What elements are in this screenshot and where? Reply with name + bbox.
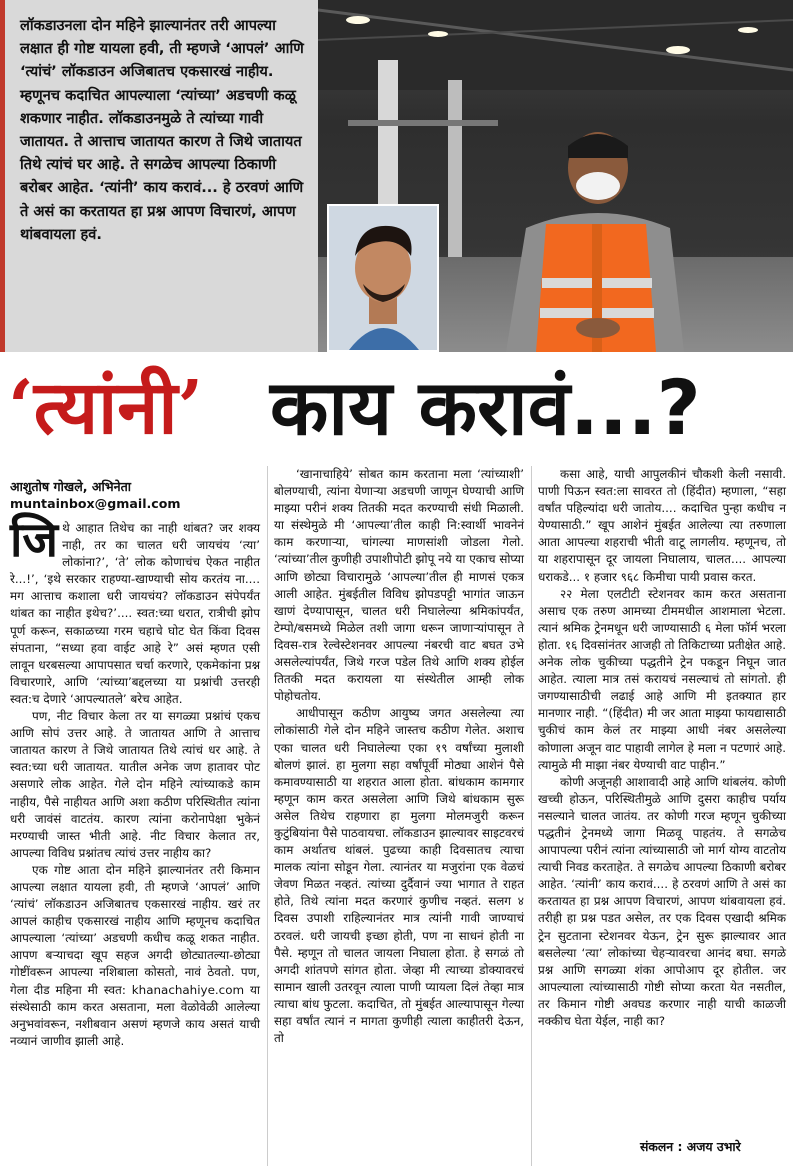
portrait-figure (329, 206, 437, 350)
paragraph: ‘खानाचाहिये’ सोबत काम करताना मला ‘त्यांच्याशी’ बोलण्याची, त्यांना येणाऱ्या अडचणी जाणून घेण्याची आणि माझ्या परीनं शक्य तितकी मदत करण्याची संधी मिळाली. या संस्थेमुळे मी ‘आपल्या’तील काही नि:स्वार्थी भावनेनं काम करणाऱ्या, चांगल्या माणसांशी जोडला गेलो. ‘त्यांच्या’तील कुणीही उपाशीपोटी झोपू नये या एकाच सोप्या आणि छोट्या विचारामुळे ‘आपल्या’तील ही माणसं एकत्र आली आहेत. मुंबईतील विविध झोपडपट्टी भागांत जाऊन खाणं देण्यापासून, चालत धरी निघालेल्या श्रमिकांपर्यंत, टेम्पो/बसमध्ये मिळेल तशी जागा धरून जाणाऱ्यांपासून ते दिवस-रात्र रेल्वेस्टेशनवर आपल्या नंबरची वाट बघत उभे असलेल्यांपर्यंत, जिथे गरज पडेल तिथे आणि शक्य होईल तितकी मदत करायला या संस्थेतील आम्ही लोक पोहोचतोय. (274, 467, 524, 704)
paragraph (10, 512, 260, 708)
paragraph: २२ मेला एलटीटी स्टेशनवर काम करत असताना असाच एक तरुण आमच्या टीममधील आशमाला भेटला. त्यानं श्रमिक ट्रेनमधून धरी जाण्यासाठी ६ मेला फॉर्म भरला होता. १६ दिवसांनंतर आजही तो तिकिटाच्या प्रतीक्षेत आहे. अनेक लोक चुकीच्या पद्धतीने ट्रेन पकडून निघून जात आहेत. त्याला मात्र तसं करायचं नसल्याचं तो सांगतो. ही जगण्यासाठीची लढाई आहे आणि मी इतक्यात हार मानणार नाही. “(हिंदीत) मी जर आता माझ्या फायद्यासाठी चुकीचं काम केलं तर माझ्या आधी नंबर असलेल्या कोणाला अजून वाट पाहावी लागेल हे मला न पटणारं आहे. त्यामुळे मी माझा नंबर येण्याची वाट पाहीन.” (538, 586, 786, 772)
paragraph: पण, नीट विचार केला तर या सगळ्या प्रश्नांचं एकच आणि सोपं उत्तर आहे. ते जातायत आणि ते आत्ताच जातायत कारण ते जिथे जातायत तिथे त्यांचं धर आहे. ते स्वत:च्या धरी जातायत. यातील अनेक जण हातावर पोट असणारे लोक आहेत. गेले दोन महिने त्यांच्याकडे काम नाहीय, पैसे नाहीयत आणि अशा कठीण परिस्थितीत त्यांना धरी जावंसं वाटतंय. कारण त्यांना करोनापेक्षा भुकेनं मरण्याची जास्त भीती आहे. नीट विचार केलात तर, आपल्या विविध प्रश्नांतच त्यांचं उत्तर नाहीय का? (10, 709, 260, 860)
person-in-safety-vest (506, 128, 684, 352)
headline-black-part: काय करावं...? (270, 363, 701, 452)
credit-line: संकलन : अजय उभारे (640, 1139, 741, 1154)
column-divider (531, 466, 532, 1166)
paragraph: कोणी अजूनही आशावादी आहे आणि थांबलंय. कोणी खच्ची होऊन, परिस्थितीमुळे आणि दुसरा काहीच पर्याय नसल्याने चालत जातंय. तर कोणी गरज म्हणून चुकीच्या पद्धतीनं ट्रेनमध्ये जागा मिळवू पाहतंय. ते सगळेच आपापल्या परीनं त्यांना त्यांच्यासाठी जो मार्ग योग्य वाटतोय त्याची निवड करताहेत. ते सगळेच आपल्या ठिकाणी बरोबर आहेत. ‘त्यांनी’ काय करावं.... हे ठरवणं आणि ते असं का करतायत हा प्रश्न आपण विचारणं, आपण थांबवायला हवं. तरीही हा प्रश्न पडत असेल, तर एक दिवस एखादी श्रमिक ट्रेन सुटताना स्टेशनवर येऊन, ट्रेन सुरू झाल्यावर आत बसलेल्या ‘त्या’ लोकांच्या चेहऱ्यावरचा आनंद बघा. सगळे प्रश्न आणि सगळ्या शंका आपोआप दूर होतील. जर आपल्याला त्यांच्यासाठी गोष्टी सोप्या करता येत नसतील, तर किमान गोष्टी अवघड करणार नाही याची काळजी नक्कीच घेता येईल, नाही का? (538, 774, 786, 1028)
byline-author: आशुतोष गोखले, अभिनेता (10, 479, 132, 494)
headline-red-part: ‘त्यांनी’ (8, 365, 204, 451)
paragraph: आधीपासून कठीण आयुष्य जगत असलेल्या त्या लोकांसाठी गेले दोन महिने जास्तच कठीण गेलेत. अशाच एका चालत धरी निघालेल्या एका १९ वर्षांच्या मुलाशी बोलणं झालं. हा मुलगा सहा वर्षांपूर्वी मोठ्या आशेनं पैसे कमावण्यासाठी या शहरात आला होता. बांधकाम कामगार म्हणून काम करत असलेला आणि जिथे बांधकाम सुरू असेल तिथेच राहणारा हा मुलगा मोलमजुरी करून कुटुंबियांना पैसे पाठवायचा. लॉकडाउन झाल्यावर साइटवरचं काम अर्थातच थांबलं. पुढच्या काही दिवसातच त्याचा मालक त्यांना सोडून गेला. त्यानंतर या मजुरांना एक वेळचं जेवण मिळत नव्हतं. त्यांच्या दुर्दैवानं ज्या भागात ते राहत होते, तिथे त्यांना मदत करणारं कुणीच नव्हतं. सलग ४ दिवस उपाशी राहिल्यानंतर मात्र त्यांनी गावी जाण्याचं ठरवलं. धरी जायची इच्छा होती, पण ना साधनं होती ना पैसे. म्हणून तो चालत जायला निघाला होता. हे सगळं तो अगदी शांतपणे सांगत होता. जेव्हा मी त्याच्या डोक्यावरचं सामान खाली उतरवून त्याला पाणी प्यायला दिलं तेव्हा मात्र त्याचा बांध फुटला. कदाचित, तो मुंबईत आल्यापासून गेल्या सहा वर्षांत त्यानं न मागता कुणीही त्याला काहीतरी देऊन, तो (274, 706, 524, 1046)
paragraph-text: थे आहात तिथेच का नाही थांबत? जर शक्य नाही, तर का चालत धरी जायचंय ‘त्या’ लोकांना?’, ‘ते’ लोक कोणाचंच ऐकत नाहीत रे...!’, ‘इथे सरकार राहण्या-खाण्याची सोय करतंय ना.... मग आत्ताच कशाला धरी जायचंय? लॉकडाउन संपेपर्यंत थांबत का नाहीत इथेच?’.... स्वत:च्या धरात, रात्रीची झोप पूर्ण करून, सकाळच्या गरम चहाचे घोट घेत किंवा दिवस संपताना, “सध्या हवा वाईट आहे रे” असं म्हणत एसी लावून धरबसल्या आपापसात चर्चा करणारे, एकमेकांना प्रश्न विचारणारे, आणि ‘त्यांच्या’बद्दलच्या या प्रश्नांची उत्तरही स्वत:च देणारे ‘आपल्यातले’ बरेच आहेत. (10, 521, 260, 706)
paragraph: एक गोष्ट आता दोन महिने झाल्यानंतर तरी किमान आपल्या लक्षात यायला हवी, ती म्हणजे ‘आपलं’ आणि ‘त्यांचं’ लॉकडाउन अजिबातच एकसारखं नाहीय. खरं तर आपलं काहीच एकसारखं नाहीय आणि म्हणूनच कदाचित आपल्याला ‘त्यांच्या’ अडचणी कधीच कळू शकत नाहीत. आपण बऱ्याचदा खूप सहज अगदी छोट्यातल्या-छोट्या गोष्टींवरून आपल्या नशिबाला कोसतो, नावं ठेवतो. पण, गेला दीड महिना मी स्वत: khanachahiye.com या संस्थेसाठी काम करत असताना, मला वेळोवेळी आलेल्या अनुभवांवरून, नशीबवान असणं म्हणजे काय असतं याची नव्यानं जाणीव झाली आहे. (10, 862, 260, 1048)
column-divider (267, 466, 268, 1166)
article-column-3 (538, 466, 786, 1030)
paragraph: कसा आहे, याची आपुलकीनं चौकशी केली नसावी. पाणी पिऊन स्वत:ला सावरत तो (हिंदीत) म्हणाला, “सहा वर्षांत पहिल्यांदा धरी जातोय.... कदाचित पुन्हा कधीच न येण्यासाठी.” खूप आशेनं मुंबईत आलेल्या त्या तरुणाला आता आपल्या शहराची भीती वाटू लागलीय. म्हणूनच, तो या शहरापासून दूर जायला निघालाय, चालत.... आपल्या धराकडे... १ हजार ९६८ किमीचा पायी प्रवास करत. (538, 467, 786, 584)
author-portrait-photo (327, 204, 439, 352)
intro-text: लॉकडाउनला दोन महिने झाल्यानंतर तरी आपल्या लक्षात ही गोष्ट यायला हवी, ती म्हणजे ‘आपलं’ आणि ‘त्यांचं’ लॉकडाउन अजिबातच एकसारखं नाहीय. म्हणूनच कदाचित आपल्याला ‘त्यांच्या’ अडचणी कळू शकणार नाहीत. लॉकडाउनमुळे ते त्यांच्या गावी जातायत. ते आत्ताच जातायत कारण ते जिथे जातायत तिथे त्यांचं घर आहे. ते सगळेच आपल्या ठिकाणी बरोबर आहेत. ‘त्यांनी’ काय करावं... हे ठरवणं आणि ते असं का करतायत हा प्रश्न आपण विचारणं, आपण थांबवायला हवं. (20, 17, 304, 243)
byline-email: muntainbox@gmail.com (10, 496, 181, 511)
article-column-2 (274, 466, 524, 1047)
drop-cap: जि (10, 512, 59, 568)
article-column-1 (10, 512, 260, 1050)
headline (0, 358, 793, 458)
